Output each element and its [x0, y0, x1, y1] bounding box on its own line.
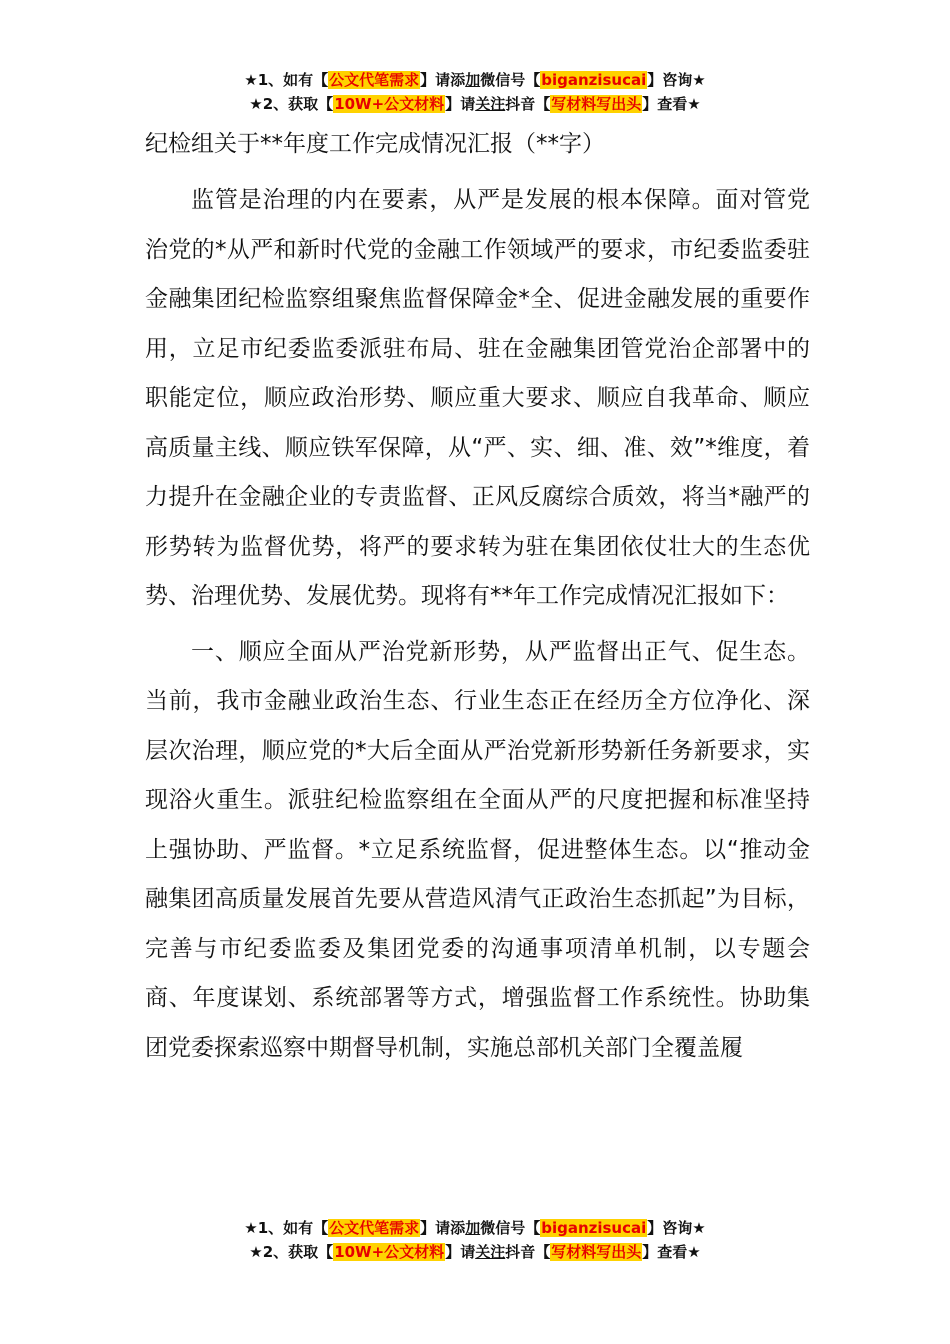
banner-text: 微信号【	[480, 71, 541, 89]
document-body	[145, 128, 810, 1073]
highlight-tag: 10W+公文材料	[334, 95, 445, 113]
document-title: 纪检组关于**年度工作完成情况汇报（**字）	[145, 131, 605, 157]
banner-text: 抖音【	[505, 1243, 551, 1261]
paragraph: 监管是治理的内在要素，从严是发展的根本保障。面对管党治党的*从严和新时代党的金融工作领域严的要求，市纪委监委驻金融集团纪检监察组聚焦监督保障金*全、促进金融发展的重要作用，立足市纪委监委派驻布局、驻在金融集团管党治企部署中的职能定位，顺应政治形势、顺应重大要求、顺应自我革命、顺应高质量主线、顺应铁军保障，从“严、实、细、准、效”*维度，着力提升在金融企业的专责监督、正风反腐综合质效，将当*融严的形势转为监督优势，将严的要求转为驻在集团依仗壮大的生态优势、治理优势、发展优势。现将有**年工作完成情况汇报如下：	[145, 187, 810, 609]
header-banner	[0, 68, 950, 116]
highlight-tag: 公文代笔需求	[329, 1219, 420, 1237]
banner-line-2	[0, 92, 950, 116]
banner-line-1	[0, 68, 950, 92]
highlight-tag: 10W+公文材料	[334, 1243, 445, 1261]
banner-line-1	[0, 1216, 950, 1240]
highlight-tag: biganzisucai	[541, 1219, 647, 1237]
paragraph: 一、顺应全面从严治党新形势，从严监督出正气、促生态。当前，我市金融业政治生态、行业生态正在经历全方位净化、深层次治理，顺应党的*大后全面从严治党新形势新任务新要求，实现浴火重生。派驻纪检监察组在全面从严的尺度把握和标准坚持上强协助、严监督。*立足系统监督，促进整体生态。以“推动金融集团高质量发展首先要从营造风清气正政治生态抓起”为目标，完善与市纪委监委及集团党委的沟通事项清单机制，以专题会商、年度谋划、系统部署等方式，增强监督工作系统性。协助集团党委探索巡察中期督导机制，实施总部机关部门全覆盖履	[145, 638, 810, 1061]
banner-text: 关注	[475, 95, 506, 113]
highlight-tag: biganzisucai	[541, 71, 647, 89]
banner-text: ★1、如有【	[244, 1219, 329, 1237]
highlight-tag: 写材料写出头	[551, 1243, 642, 1261]
banner-text: ★1、如有【	[244, 71, 329, 89]
banner-text: 】请添	[420, 71, 466, 89]
banner-text: 抖音【	[505, 95, 551, 113]
banner-text: 加	[465, 1219, 481, 1237]
banner-text: 】请	[445, 95, 476, 113]
banner-text: ★2、获取【	[249, 1243, 334, 1261]
banner-text: 】查看★	[642, 1243, 701, 1261]
highlight-tag: 公文代笔需求	[329, 71, 420, 89]
banner-text: 】请	[445, 1243, 476, 1261]
banner-text: 关注	[475, 1243, 506, 1261]
banner-text: 】咨询★	[647, 71, 706, 89]
banner-text: 】请添	[420, 1219, 466, 1237]
banner-text: 微信号【	[480, 1219, 541, 1237]
banner-text: ★2、获取【	[249, 95, 334, 113]
banner-text: 加	[465, 71, 481, 89]
banner-text: 】查看★	[642, 95, 701, 113]
banner-line-2	[0, 1240, 950, 1264]
banner-text: 】咨询★	[647, 1219, 706, 1237]
footer-banner	[0, 1216, 950, 1264]
highlight-tag: 写材料写出头	[551, 95, 642, 113]
